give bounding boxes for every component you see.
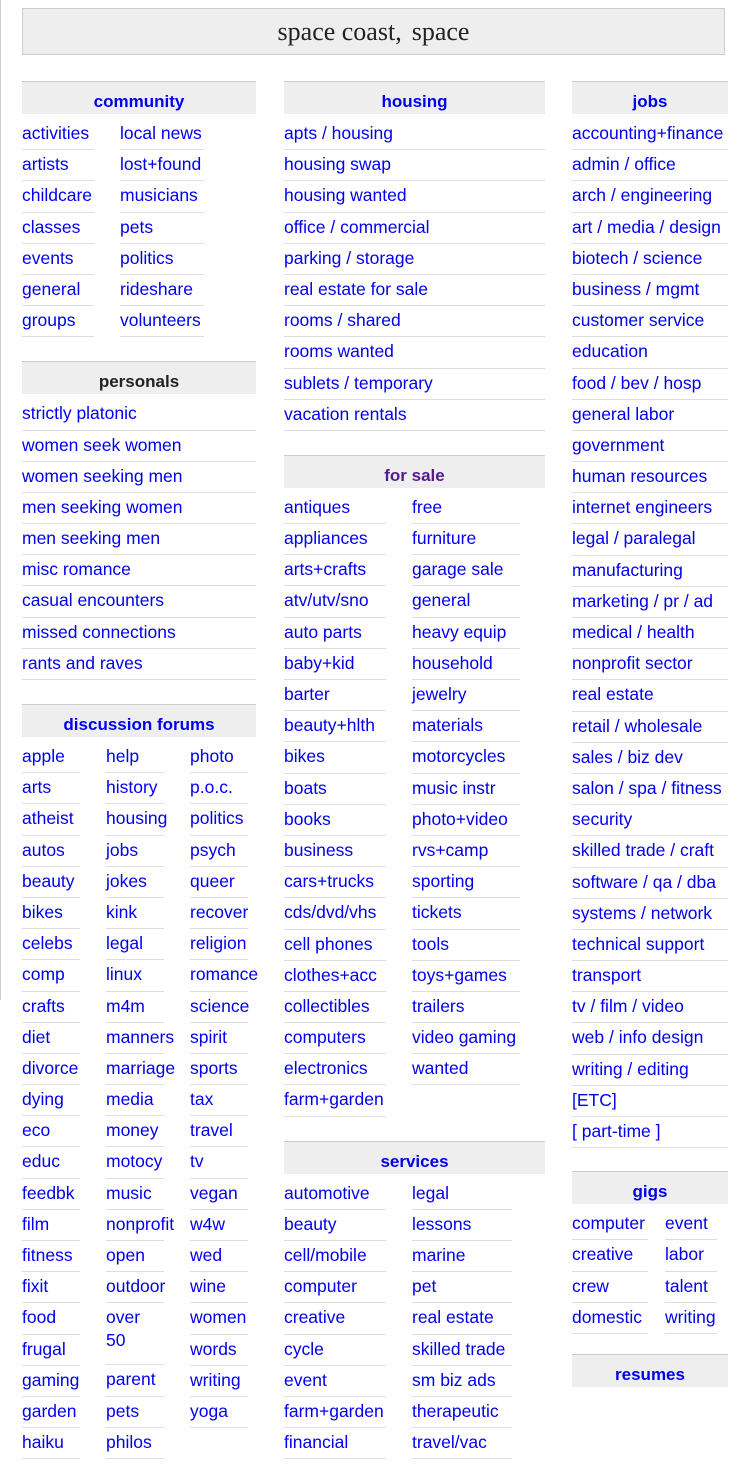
jobs-link[interactable]: admin / office <box>572 151 728 182</box>
housing-link[interactable]: sublets / temporary <box>284 370 545 401</box>
forum-link[interactable]: over 50 <box>106 1304 164 1366</box>
personals-link[interactable]: women seek women <box>22 432 256 463</box>
gigs-link[interactable]: creative <box>572 1241 648 1272</box>
for-sale-link[interactable]: wanted <box>412 1055 520 1086</box>
for-sale-link[interactable]: baby+kid <box>284 650 386 681</box>
housing-link[interactable]: rooms wanted <box>284 338 545 369</box>
community-link[interactable]: activities <box>22 120 94 151</box>
center-column <box>284 81 545 1483</box>
jobs-link[interactable]: art / media / design <box>572 214 728 245</box>
forum-link[interactable]: motocy <box>106 1148 164 1179</box>
community-link[interactable]: pets <box>120 214 204 245</box>
housing-link[interactable]: vacation rentals <box>284 401 545 432</box>
housing-heading[interactable]: housing <box>284 81 545 114</box>
community-link[interactable]: artists <box>22 151 94 182</box>
community-link[interactable]: events <box>22 245 94 276</box>
services-link[interactable]: computer <box>284 1273 386 1304</box>
services-link[interactable]: sm biz ads <box>412 1367 512 1398</box>
for-sale-link[interactable]: barter <box>284 681 386 712</box>
for-sale-link[interactable]: electronics <box>284 1055 386 1086</box>
jobs-link[interactable]: software / qa / dba <box>572 869 728 900</box>
for-sale-link[interactable]: computers <box>284 1024 386 1055</box>
for-sale-link[interactable]: auto parts <box>284 619 386 650</box>
forum-link[interactable]: jokes <box>106 868 164 899</box>
for-sale-link[interactable]: furniture <box>412 525 520 556</box>
forum-link[interactable]: educ <box>22 1148 80 1179</box>
forum-link[interactable]: food <box>22 1304 80 1335</box>
for-sale-section <box>284 455 545 1118</box>
forum-link[interactable]: haiku <box>22 1429 80 1460</box>
forum-link[interactable]: marriage <box>106 1055 164 1086</box>
personals-link[interactable]: women seeking men <box>22 463 256 494</box>
jobs-link[interactable]: real estate <box>572 681 728 712</box>
for-sale-link[interactable]: garage sale <box>412 556 520 587</box>
city-name[interactable]: space coast, <box>277 16 402 46</box>
for-sale-link[interactable]: motorcycles <box>412 743 520 774</box>
services-link[interactable]: cell/mobile <box>284 1242 386 1273</box>
jobs-link[interactable]: retail / wholesale <box>572 713 728 744</box>
gigs-link[interactable]: domestic <box>572 1304 648 1335</box>
gigs-link[interactable]: talent <box>665 1273 717 1304</box>
forum-link[interactable]: fitness <box>22 1242 80 1273</box>
for-sale-link[interactable]: heavy equip <box>412 619 520 650</box>
for-sale-link[interactable]: music instr <box>412 775 520 806</box>
services-link[interactable]: creative <box>284 1304 386 1335</box>
forum-link[interactable]: queer <box>190 868 248 899</box>
forum-link[interactable]: writing <box>190 1367 248 1398</box>
services-section <box>284 1141 545 1461</box>
services-link[interactable]: legal <box>412 1180 512 1211</box>
for-sale-link[interactable]: toys+games <box>412 962 520 993</box>
forum-link[interactable]: crafts <box>22 993 80 1024</box>
housing-section <box>284 81 545 432</box>
personals-heading: personals <box>22 361 256 394</box>
community-section <box>22 81 256 338</box>
forum-link[interactable]: history <box>106 774 164 805</box>
for-sale-link[interactable]: boats <box>284 775 386 806</box>
community-link[interactable]: musicians <box>120 182 204 213</box>
jobs-link[interactable]: biotech / science <box>572 245 728 276</box>
forum-link[interactable]: open <box>106 1242 164 1273</box>
forum-link[interactable]: religion <box>190 930 248 961</box>
forum-link[interactable]: photo <box>190 743 248 774</box>
services-heading[interactable]: services <box>284 1141 545 1174</box>
forum-link[interactable]: sports <box>190 1055 248 1086</box>
forum-link[interactable]: celebs <box>22 930 80 961</box>
personals-link[interactable]: strictly platonic <box>22 400 256 431</box>
for-sale-link[interactable]: cell phones <box>284 931 386 962</box>
gigs-link[interactable]: event <box>665 1210 717 1241</box>
gigs-link[interactable]: computer <box>572 1210 648 1241</box>
forum-link[interactable]: women <box>190 1304 248 1335</box>
for-sale-link[interactable]: sporting <box>412 868 520 899</box>
jobs-link[interactable]: skilled trade / craft <box>572 837 728 868</box>
housing-link[interactable]: parking / storage <box>284 245 545 276</box>
community-link[interactable]: rideshare <box>120 276 204 307</box>
services-link[interactable]: real estate <box>412 1304 512 1335</box>
forum-link[interactable]: jobs <box>106 837 164 868</box>
jobs-link[interactable]: marketing / pr / ad <box>572 588 728 619</box>
personals-link[interactable]: misc romance <box>22 556 256 587</box>
for-sale-link[interactable]: rvs+camp <box>412 837 520 868</box>
jobs-heading[interactable]: jobs <box>572 81 728 114</box>
jobs-link[interactable]: government <box>572 432 728 463</box>
forum-link[interactable]: nonprofit <box>106 1211 164 1242</box>
for-sale-link[interactable]: beauty+hlth <box>284 712 386 743</box>
housing-link[interactable]: apts / housing <box>284 120 545 151</box>
forum-link[interactable]: science <box>190 993 248 1024</box>
forum-link[interactable]: music <box>106 1180 164 1211</box>
forum-link[interactable]: parent <box>106 1366 164 1397</box>
for-sale-link[interactable]: tickets <box>412 899 520 930</box>
forum-link[interactable]: eco <box>22 1117 80 1148</box>
jobs-link[interactable]: legal / paralegal <box>572 525 728 556</box>
services-link[interactable]: therapeutic <box>412 1398 512 1429</box>
services-link[interactable]: beauty <box>284 1211 386 1242</box>
jobs-link[interactable]: customer service <box>572 307 728 338</box>
forum-link[interactable]: beauty <box>22 868 80 899</box>
services-link[interactable]: marine <box>412 1242 512 1273</box>
jobs-link[interactable]: transport <box>572 962 728 993</box>
for-sale-link[interactable]: photo+video <box>412 806 520 837</box>
housing-link[interactable]: rooms / shared <box>284 307 545 338</box>
forum-link[interactable]: pets <box>106 1398 164 1429</box>
community-link[interactable]: volunteers <box>120 307 204 338</box>
for-sale-link[interactable]: trailers <box>412 993 520 1024</box>
community-link[interactable]: lost+found <box>120 151 204 182</box>
services-link[interactable]: event <box>284 1367 386 1398</box>
jobs-link[interactable]: general labor <box>572 401 728 432</box>
jobs-link[interactable]: business / mgmt <box>572 276 728 307</box>
forum-link[interactable]: p.o.c. <box>190 774 248 805</box>
jobs-section <box>572 81 728 1149</box>
forum-link[interactable]: yoga <box>190 1398 248 1429</box>
for-sale-link[interactable]: free <box>412 494 520 525</box>
jobs-link[interactable]: systems / network <box>572 900 728 931</box>
gigs-link[interactable]: writing <box>665 1304 717 1335</box>
resumes-section <box>572 1354 728 1387</box>
forum-link[interactable]: comp <box>22 961 80 992</box>
for-sale-link[interactable]: bikes <box>284 743 386 774</box>
jobs-link[interactable]: food / bev / hosp <box>572 370 728 401</box>
jobs-link[interactable]: nonprofit sector <box>572 650 728 681</box>
jobs-link[interactable]: medical / health <box>572 619 728 650</box>
forum-link[interactable]: fixit <box>22 1273 80 1304</box>
gigs-heading[interactable]: gigs <box>572 1171 728 1204</box>
services-link[interactable]: skilled trade <box>412 1336 512 1367</box>
jobs-link[interactable]: technical support <box>572 931 728 962</box>
jobs-link[interactable]: manufacturing <box>572 557 728 588</box>
for-sale-link[interactable]: clothes+acc <box>284 962 386 993</box>
for-sale-link[interactable]: appliances <box>284 525 386 556</box>
forum-link[interactable]: divorce <box>22 1055 80 1086</box>
state-name[interactable]: space <box>411 16 470 46</box>
community-link[interactable]: local news <box>120 120 204 151</box>
for-sale-link[interactable]: antiques <box>284 494 386 525</box>
services-link[interactable]: cycle <box>284 1336 386 1367</box>
for-sale-link[interactable]: collectibles <box>284 993 386 1024</box>
housing-link[interactable]: office / commercial <box>284 214 545 245</box>
housing-link[interactable]: housing wanted <box>284 182 545 213</box>
jobs-link[interactable]: accounting+finance <box>572 120 728 151</box>
forum-link[interactable]: outdoor <box>106 1273 164 1304</box>
forum-link[interactable]: housing <box>106 805 164 836</box>
services-link[interactable]: lessons <box>412 1211 512 1242</box>
housing-link[interactable]: housing swap <box>284 151 545 182</box>
discussion-forums-section <box>22 704 259 1460</box>
jobs-link[interactable]: [ part-time ] <box>572 1118 728 1149</box>
community-link[interactable]: groups <box>22 307 94 338</box>
for-sale-link[interactable]: books <box>284 806 386 837</box>
for-sale-link[interactable]: arts+crafts <box>284 556 386 587</box>
gigs-section <box>572 1171 728 1335</box>
jobs-link[interactable]: internet engineers <box>572 494 728 525</box>
jobs-link[interactable]: human resources <box>572 463 728 494</box>
forum-link[interactable]: travel <box>190 1117 248 1148</box>
jobs-link[interactable]: tv / film / video <box>572 993 728 1024</box>
services-link[interactable]: farm+garden <box>284 1398 386 1429</box>
forum-link[interactable]: frugal <box>22 1336 80 1367</box>
for-sale-link[interactable]: jewelry <box>412 681 520 712</box>
forum-link[interactable]: help <box>106 743 164 774</box>
housing-link[interactable]: real estate for sale <box>284 276 545 307</box>
right-column <box>572 81 728 1410</box>
forum-link[interactable]: words <box>190 1336 248 1367</box>
forum-link[interactable]: vegan <box>190 1180 248 1211</box>
forum-link[interactable]: wed <box>190 1242 248 1273</box>
page-left-rule <box>0 0 1 1000</box>
forum-link[interactable]: apple <box>22 743 80 774</box>
jobs-link[interactable]: education <box>572 338 728 369</box>
services-link[interactable]: financial <box>284 1429 386 1460</box>
jobs-link[interactable]: sales / biz dev <box>572 744 728 775</box>
forum-link[interactable]: dying <box>22 1086 80 1117</box>
for-sale-link[interactable]: atv/utv/sno <box>284 587 386 618</box>
personals-link[interactable]: men seeking women <box>22 494 256 525</box>
forum-link[interactable]: w4w <box>190 1211 248 1242</box>
community-link[interactable]: politics <box>120 245 204 276</box>
jobs-link[interactable]: security <box>572 806 728 837</box>
discussion-forums-heading[interactable]: discussion forums <box>22 704 256 737</box>
for-sale-link[interactable]: video gaming <box>412 1024 520 1055</box>
forum-link[interactable]: linux <box>106 961 164 992</box>
for-sale-link[interactable]: general <box>412 587 520 618</box>
forum-link[interactable]: philos <box>106 1429 164 1460</box>
for-sale-heading[interactable]: for sale <box>284 455 545 488</box>
for-sale-link[interactable]: cars+trucks <box>284 868 386 899</box>
community-link[interactable]: childcare <box>22 182 94 213</box>
forum-link[interactable]: tv <box>190 1148 248 1179</box>
for-sale-link[interactable]: farm+garden <box>284 1086 386 1117</box>
jobs-link[interactable]: writing / editing <box>572 1056 728 1087</box>
forum-link[interactable]: manners <box>106 1024 164 1055</box>
personals-link[interactable]: missed connections <box>22 619 256 650</box>
jobs-link[interactable]: [ETC] <box>572 1087 728 1118</box>
community-link[interactable]: general <box>22 276 94 307</box>
personals-link[interactable]: men seeking men <box>22 525 256 556</box>
forum-link[interactable]: money <box>106 1117 164 1148</box>
resumes-heading[interactable]: resumes <box>572 1354 728 1387</box>
forum-link[interactable]: kink <box>106 899 164 930</box>
forum-link[interactable]: psych <box>190 837 248 868</box>
forum-link[interactable]: bikes <box>22 899 80 930</box>
forum-link[interactable]: arts <box>22 774 80 805</box>
forum-link[interactable]: garden <box>22 1398 80 1429</box>
forum-link[interactable]: romance <box>190 961 248 992</box>
for-sale-link[interactable]: tools <box>412 931 520 962</box>
for-sale-link[interactable]: household <box>412 650 520 681</box>
gigs-link[interactable]: labor <box>665 1241 717 1272</box>
forum-link[interactable]: tax <box>190 1086 248 1117</box>
forum-link[interactable]: media <box>106 1086 164 1117</box>
services-link[interactable]: travel/vac <box>412 1429 512 1460</box>
for-sale-link[interactable]: materials <box>412 712 520 743</box>
location-banner <box>22 8 725 55</box>
forum-link[interactable]: wine <box>190 1273 248 1304</box>
forum-link[interactable]: autos <box>22 837 80 868</box>
forum-link[interactable]: atheist <box>22 805 80 836</box>
left-column <box>22 81 259 1483</box>
forum-link[interactable]: legal <box>106 930 164 961</box>
forum-link[interactable]: recover <box>190 899 248 930</box>
personals-link[interactable]: casual encounters <box>22 587 256 618</box>
community-heading[interactable]: community <box>22 81 256 114</box>
forum-link[interactable]: spirit <box>190 1024 248 1055</box>
jobs-link[interactable]: arch / engineering <box>572 182 728 213</box>
forum-link[interactable]: feedbk <box>22 1180 80 1211</box>
services-link[interactable]: pet <box>412 1273 512 1304</box>
forum-link[interactable]: diet <box>22 1024 80 1055</box>
personals-section <box>22 361 256 681</box>
for-sale-link[interactable]: cds/dvd/vhs <box>284 899 386 930</box>
jobs-link[interactable]: web / info design <box>572 1024 728 1055</box>
for-sale-link[interactable]: business <box>284 837 386 868</box>
gigs-link[interactable]: crew <box>572 1273 648 1304</box>
community-link[interactable]: classes <box>22 214 94 245</box>
forum-link[interactable]: film <box>22 1211 80 1242</box>
jobs-link[interactable]: salon / spa / fitness <box>572 775 728 806</box>
personals-link[interactable]: rants and raves <box>22 650 256 681</box>
forum-link[interactable]: m4m <box>106 993 164 1024</box>
forum-link[interactable]: politics <box>190 805 248 836</box>
forum-link[interactable]: gaming <box>22 1367 80 1398</box>
services-link[interactable]: automotive <box>284 1180 386 1211</box>
